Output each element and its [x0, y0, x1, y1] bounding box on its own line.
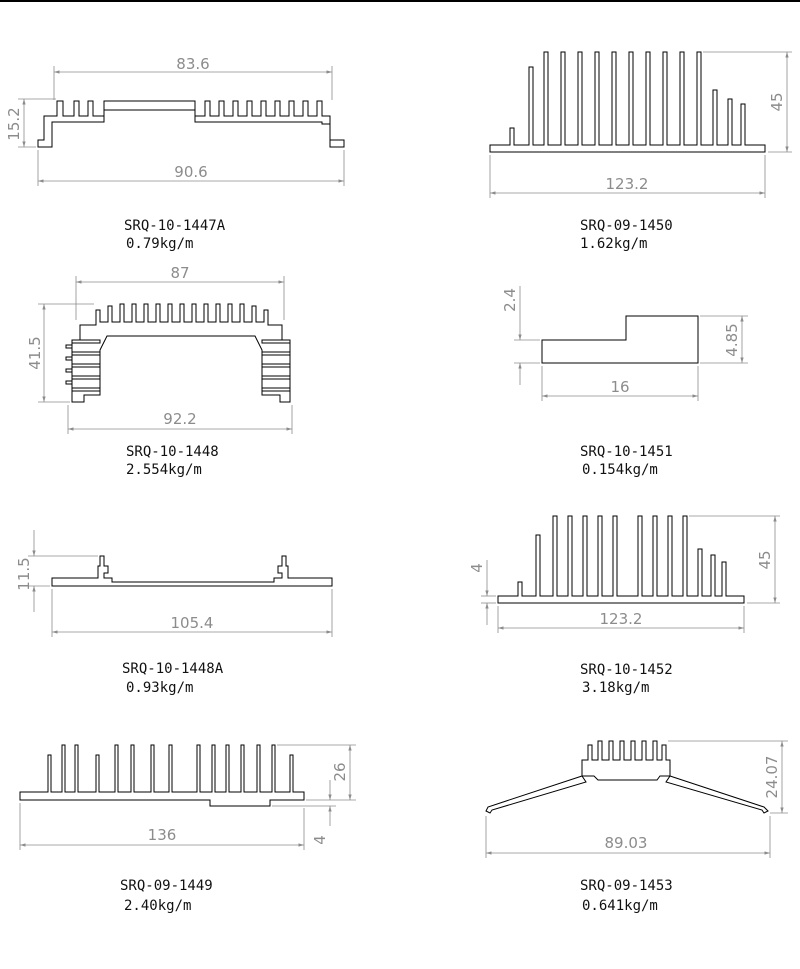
profile-code: SRQ-10-1451	[580, 444, 673, 460]
profile-code: SRQ-10-1452	[580, 662, 673, 678]
profile-shape	[490, 52, 765, 152]
profile-weight: 0.79kg/m	[126, 236, 194, 252]
profile-code: SRQ-09-1449	[120, 878, 213, 894]
dim-base-label: 4	[468, 563, 486, 573]
dim-height-label: 24.07	[763, 755, 781, 799]
profile-code: SRQ-10-1448A	[122, 661, 224, 677]
dim-width-label: 105.4	[170, 614, 214, 632]
dim-height-label: 26	[331, 762, 349, 782]
profile-code: SRQ-10-1448	[126, 444, 219, 460]
profile-weight: 1.62kg/m	[580, 236, 648, 252]
dim-top-label: 87	[170, 264, 190, 282]
dim-width-label: 123.2	[599, 610, 643, 628]
dim-base-label: 4	[311, 835, 329, 845]
dim-width-label: 136	[147, 826, 177, 844]
dim-height-label: 45	[768, 92, 786, 112]
dim-width-label: 89.03	[604, 834, 648, 852]
profile-srq-09-1450	[490, 52, 792, 252]
profile-weight: 3.18kg/m	[582, 680, 650, 696]
profile-srq-09-1453	[486, 741, 788, 914]
dim-step-label: 2.4	[501, 288, 519, 312]
dim-height-label: 41.5	[26, 336, 44, 370]
profile-srq-10-1452	[468, 516, 780, 696]
profile-code: SRQ-10-1447A	[124, 218, 226, 234]
dim-height-label: 45	[756, 550, 774, 570]
dim-width-label: 123.2	[605, 175, 649, 193]
profile-weight: 0.641kg/m	[582, 898, 658, 914]
profile-shape	[72, 304, 290, 402]
dim-bottom-label: 92.2	[163, 410, 197, 428]
profile-shape	[52, 556, 332, 586]
profile-shape	[38, 101, 344, 147]
profile-srq-10-1447a	[5, 55, 344, 252]
profile-code: SRQ-09-1453	[580, 878, 673, 894]
profile-shape	[498, 516, 744, 603]
profile-weight: 0.154kg/m	[582, 462, 658, 478]
profile-shape	[542, 316, 698, 363]
dim-top-label: 83.6	[176, 55, 210, 73]
profile-srq-10-1451	[501, 286, 748, 478]
profile-code: SRQ-09-1450	[580, 218, 673, 234]
profile-srq-10-1448	[26, 264, 292, 478]
profile-weight: 2.40kg/m	[124, 898, 192, 914]
profile-srq-09-1449	[20, 745, 356, 914]
profile-shape	[20, 745, 304, 806]
dim-bottom-label: 90.6	[174, 163, 208, 181]
dim-height-label: 15.2	[5, 107, 23, 141]
profile-weight: 2.554kg/m	[126, 462, 202, 478]
profile-srq-10-1448a	[15, 530, 332, 696]
left-wing	[486, 776, 586, 813]
right-wing	[666, 776, 768, 813]
dim-height-label: 11.5	[15, 557, 33, 591]
profile-shape	[582, 741, 670, 780]
profile-weight: 0.93kg/m	[126, 680, 194, 696]
dim-width-label: 16	[610, 378, 630, 396]
dim-height-label: 4.85	[723, 323, 741, 357]
